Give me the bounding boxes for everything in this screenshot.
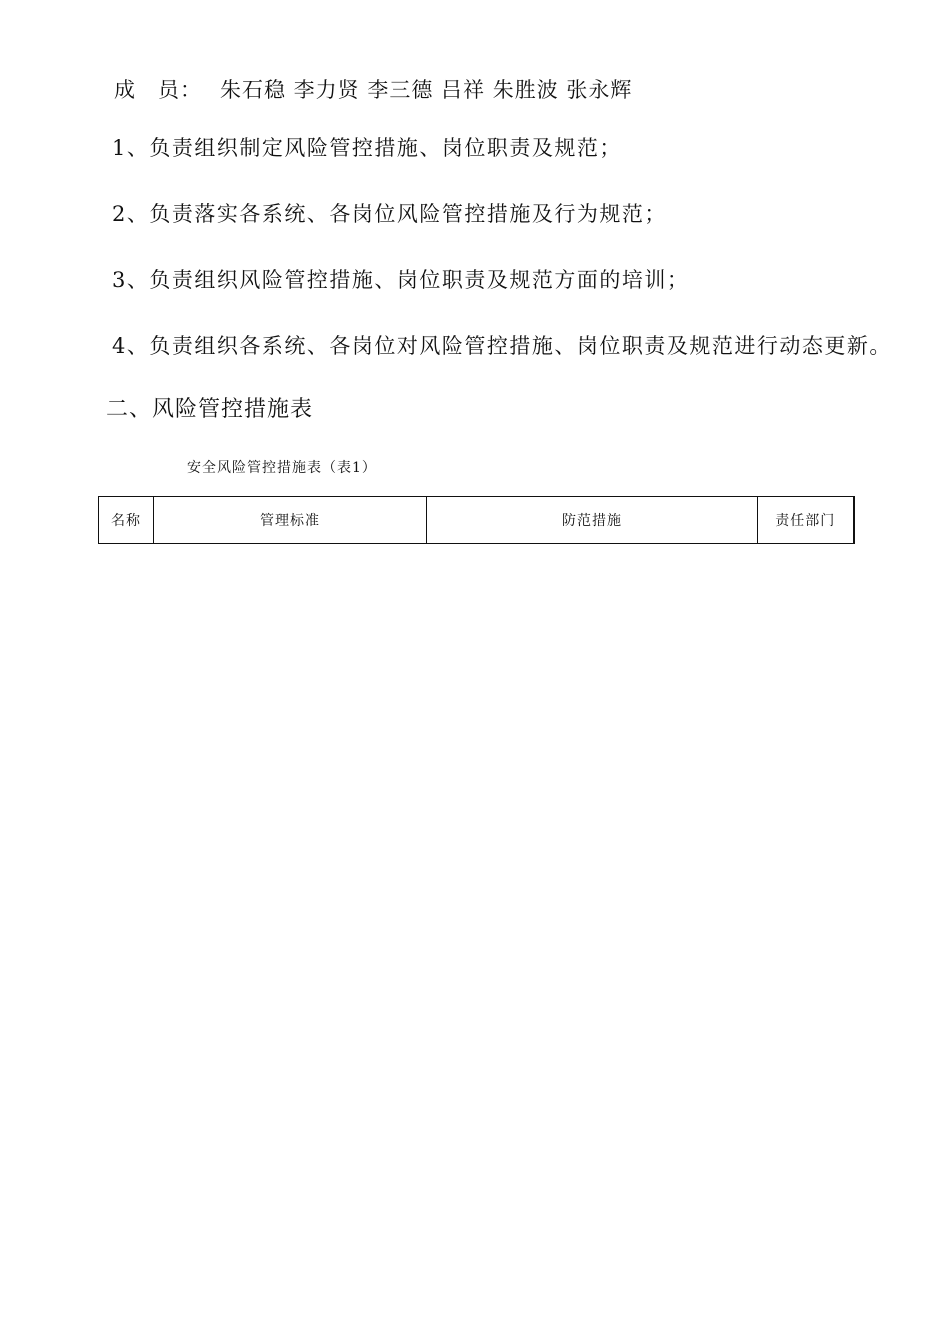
members-names: 朱石稳 李力贤 李三德 吕祥 朱胜波 张永辉 (220, 78, 633, 102)
members-line (114, 74, 632, 104)
table-header-row (99, 497, 854, 544)
table-caption: 安全风险管控措施表（表1） (187, 460, 377, 476)
header-management-standard: 管理标准 (154, 497, 427, 544)
section-title: 二、风险管控措施表 (106, 397, 314, 422)
duty-item-1: 1、负责组织制定风险管控措施、岗位职责及规范； (112, 136, 622, 160)
members-label: 成 员： (114, 78, 202, 102)
header-preventive-measures: 防范措施 (427, 497, 758, 544)
duty-item-4: 4、负责组织各系统、各岗位对风险管控措施、岗位职责及规范进行动态更新。 (112, 334, 892, 358)
header-name: 名称 (99, 497, 154, 544)
duty-item-3: 3、负责组织风险管控措施、岗位职责及规范方面的培训； (112, 268, 690, 292)
duty-item-2: 2、负责落实各系统、各岗位风险管控措施及行为规范； (112, 202, 667, 226)
risk-measures-table (98, 496, 855, 544)
header-responsible-department: 责任部门 (758, 497, 854, 544)
